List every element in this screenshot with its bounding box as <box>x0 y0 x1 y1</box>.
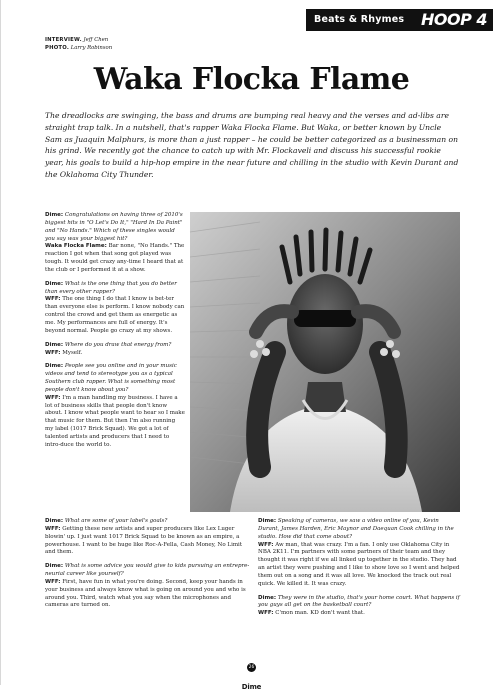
question-speaker: Dime: <box>258 518 277 524</box>
answer-text: Bar none, "No Hands." The reaction I got when that song got played was tough. It would get crazy any-time I heard that at the club or I performed it at a show. <box>45 243 185 273</box>
page-footer <box>0 663 503 691</box>
credit-label: INTERVIEW. <box>45 37 82 43</box>
question-text: Where do you draw that energy from? <box>64 341 172 348</box>
answer-text: I'm a man handling my business. I have a lot of business skills that people don't know about. I know what people want to hear so I make that music for them. But then I'm also running my label (1017 Brick Squad). We got a lot of talented artists and producers that I need to intro-duce the world to. <box>45 394 185 448</box>
answer-text: The one thing I do that I know is bet-ter than everyone else is perform. I know nobody can control the crowd and get them as energetic as me. My performances are full of energy. It's beyond normal. People go crazy at my shows. <box>45 296 185 334</box>
question-text: What are some of your label's goals? <box>64 518 168 524</box>
answer-speaker: WFF: <box>45 349 61 356</box>
credit-value: Larry Robinson <box>70 45 113 51</box>
interview-column-left <box>45 212 185 456</box>
answer-speaker: WFF: <box>45 525 61 532</box>
question-speaker: Dime: <box>45 280 64 287</box>
answer-text: Myself. <box>62 349 83 356</box>
artist-photo-illustration <box>190 212 460 512</box>
article-intro: The dreadlocks are swinging, the bass and drums are bumping real heavy and the verses and ad-libs are straight trap talk. In a nutshell, that's rapper Waka Flocka Flame. But Waka, or better known by Uncle Sam as Juaquin Malphurs, is more than a just rapper – he could be better categorized as a businessman on his grind. We recently got the chance to catch up with Mr. Flockaveli and discuss his successful rookie year, his goals to build a hip-hop empire in the near future and chilling in the studio with Kevin Durant and the Oklahoma City Thunder. <box>45 111 459 179</box>
answer-speaker: WFF: <box>45 578 61 585</box>
credit-value: Jeff Chen <box>83 37 109 43</box>
answer-speaker: WFF: <box>45 394 61 401</box>
answer-speaker: WFF: <box>258 610 274 617</box>
qa-block <box>45 342 185 358</box>
qa-block <box>45 363 185 449</box>
qa-block <box>45 212 185 275</box>
question-speaker: Dime: <box>45 563 64 570</box>
hoop-logo: HOOP 4 <box>420 10 487 29</box>
credit-photo <box>45 44 112 52</box>
dime-logo: Dime <box>241 683 262 691</box>
question-speaker: Dime: <box>45 212 64 218</box>
article-title: Waka Flocka Flame <box>93 62 410 97</box>
qa-block <box>45 518 250 557</box>
answer-speaker: WFF: <box>258 541 274 548</box>
question-speaker: Dime: <box>45 363 64 370</box>
interview-column-bottom-right <box>258 518 460 624</box>
answer-speaker: WFF: <box>45 296 61 303</box>
qa-block <box>45 281 185 336</box>
question-speaker: Dime: <box>45 341 64 348</box>
interview-column-bottom-left <box>45 518 250 616</box>
answer-speaker: Waka Flocka Flame: <box>45 243 107 250</box>
section-header-bar <box>306 9 493 31</box>
answer-text: Getting these new artists and super producers like Lex Luger blowin' up. I just want 1017 Brick Squad to be known as an empire, a powerhouse. I want to be huge like Roc-A-Fella, Cash Money, No Limit and them. <box>45 525 243 556</box>
page-number: 26 <box>248 665 255 670</box>
question-text: Congratulations on having three of 2010's biggest hits in "O Let's Do It," "Hard In Da Paint" and "No Hands." Which of these singles would you say was your biggest hit? <box>45 212 183 242</box>
question-text: Speaking of cameras, we saw a video online of you, Kevin Durant, James Harden, Eric Maynor and Daequan Cook chilling in the studio. How did that come about? <box>258 518 454 540</box>
credit-label: PHOTO. <box>45 45 70 51</box>
credit-interview <box>45 36 112 44</box>
artist-photo <box>190 212 460 512</box>
answer-text: First, have fun in what you're doing. Second, keep your hands in your business and always know what is going on around you and who is around you. Third, watch what you say when the microphones and cameras are turned on. <box>45 578 246 609</box>
question-text: People see you online and in your music videos and tend to stereotype you as a typical Southern club rapper. What is something most people don't know about you? <box>45 363 177 393</box>
question-text: What is the one thing that you do better than every other rapper? <box>45 280 177 295</box>
answer-text: Aw man, that was crazy. I'm a fan. I only use Oklahoma City in NBA 2K11. I'm partners with some partners of their team and they thought it was right if we all linked up together in the studio. They had an artist they were pushing and I like to show love so I went and helped them out on a song and it was all love. We knocked the track out real quick. We killed it. It was crazy. <box>258 541 460 587</box>
question-text: What is some advice you would give to kids pursuing an entrepre-neurial career like yourself? <box>45 563 250 578</box>
answer-text: C'mon man. KD don't want that. <box>275 610 365 617</box>
section-label: Beats & Rhymes <box>314 14 405 25</box>
question-speaker: Dime: <box>45 518 64 524</box>
question-speaker: Dime: <box>258 594 277 601</box>
qa-block <box>45 563 250 610</box>
qa-block <box>258 595 460 619</box>
question-text: They were in the studio, that's your home court. What happens if you guys all get on the basketball court? <box>258 594 460 609</box>
credits <box>45 36 112 52</box>
qa-block <box>258 518 460 589</box>
